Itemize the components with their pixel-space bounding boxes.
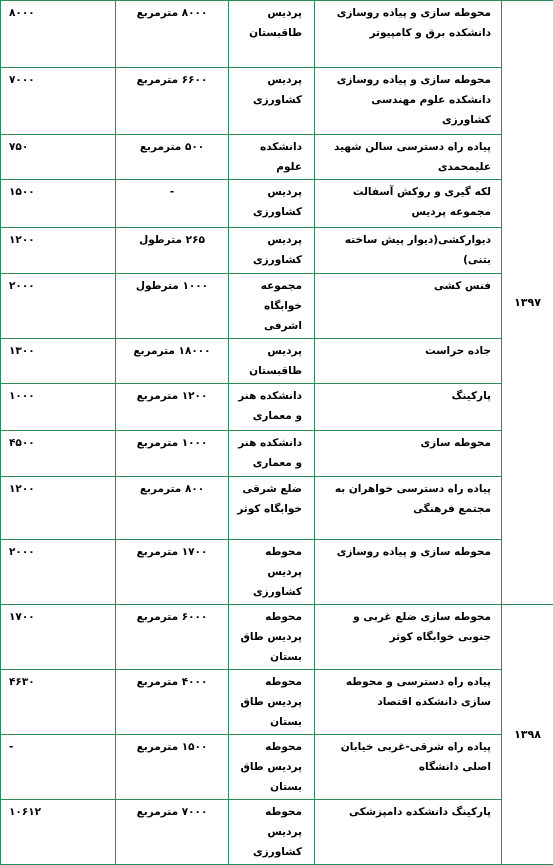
project-description: جاده حراست	[315, 339, 502, 384]
project-description: پارکینگ دانشکده دامپزشکی	[315, 800, 502, 865]
project-cost: ۱۰۶۱۲	[1, 800, 116, 865]
project-cost: ۷۵۰	[1, 135, 116, 180]
table-row	[1, 540, 553, 605]
project-cost: ۱۷۰۰	[1, 605, 116, 670]
project-cost: ۷۰۰۰	[1, 68, 116, 135]
project-cost: ۱۰۰۰	[1, 384, 116, 431]
project-description: محوطه سازی ضلع غربی و جنوبی خوابگاه کوثر	[315, 605, 502, 670]
project-cost: ۸۰۰۰	[1, 1, 116, 68]
table-row	[1, 735, 553, 800]
project-quantity: ۱۰۰۰ مترطول	[116, 274, 229, 339]
project-cost: ۱۵۰۰	[1, 180, 116, 228]
project-cost: ۱۳۰۰	[1, 339, 116, 384]
project-description: محوطه سازی و پیاده روسازی	[315, 540, 502, 605]
project-location: پردیس کشاورزی	[229, 68, 315, 135]
table-row	[1, 384, 553, 431]
project-location: محوطه پردیس کشاورزی	[229, 540, 315, 605]
project-location: دانشکده علوم	[229, 135, 315, 180]
project-quantity: ۶۶۰۰ مترمربع	[116, 68, 229, 135]
project-cost: -	[1, 735, 116, 800]
projects-table-body	[1, 1, 553, 865]
project-description: پیاده راه دسترسی سالن شهید علیمحمدی	[315, 135, 502, 180]
project-location: مجموعه خوابگاه اشرفی	[229, 274, 315, 339]
project-description: فنس کشی	[315, 274, 502, 339]
project-cost: ۴۶۳۰	[1, 670, 116, 735]
project-quantity: ۸۰۰ مترمربع	[116, 477, 229, 540]
project-location: پردیس طاقبستان	[229, 1, 315, 68]
project-description: محوطه سازی	[315, 431, 502, 477]
project-location: دانشکده هنر و معماری	[229, 431, 315, 477]
table-row	[1, 670, 553, 735]
project-location: محوطه پردیس کشاورزی	[229, 800, 315, 865]
project-quantity: ۶۰۰۰ مترمربع	[116, 605, 229, 670]
project-quantity: -	[116, 180, 229, 228]
project-quantity: ۷۰۰۰ مترمربع	[116, 800, 229, 865]
table-row	[1, 605, 553, 670]
project-cost: ۴۵۰۰	[1, 431, 116, 477]
project-location: دانشکده هنر و معماری	[229, 384, 315, 431]
table-row	[1, 68, 553, 135]
project-location: محوطه پردیس طاق بستان	[229, 735, 315, 800]
project-quantity: ۱۵۰۰ مترمربع	[116, 735, 229, 800]
project-quantity: ۱۸۰۰۰ مترمربع	[116, 339, 229, 384]
year-cell: ۱۳۹۷	[502, 1, 553, 605]
project-location: ضلع شرقی خوابگاه کوثر	[229, 477, 315, 540]
project-cost: ۱۲۰۰	[1, 228, 116, 274]
project-quantity: ۱۰۰۰ مترمربع	[116, 431, 229, 477]
project-description: لکه گیری و روکش آسفالت مجموعه پردیس	[315, 180, 502, 228]
project-cost: ۲۰۰۰	[1, 540, 116, 605]
table-row	[1, 477, 553, 540]
project-description: پیاده راه دسترسی و محوطه سازی دانشکده اقتصاد	[315, 670, 502, 735]
project-description: محوطه سازی و پیاده روسازی دانشکده برق و کامپیوتر	[315, 1, 502, 68]
project-quantity: ۴۰۰۰ مترمربع	[116, 670, 229, 735]
project-description: پارکینگ	[315, 384, 502, 431]
table-row	[1, 339, 553, 384]
project-description: پیاده راه شرقی-غربی خیابان اصلی دانشگاه	[315, 735, 502, 800]
project-description: دیوارکشی(دیوار پیش ساخته بتنی)	[315, 228, 502, 274]
project-location: محوطه پردیس طاق بستان	[229, 670, 315, 735]
project-location: پردیس کشاورزی	[229, 180, 315, 228]
year-cell: ۱۳۹۸	[502, 605, 553, 865]
project-cost: ۲۰۰۰	[1, 274, 116, 339]
project-quantity: ۱۲۰۰ مترمربع	[116, 384, 229, 431]
project-cost: ۱۲۰۰	[1, 477, 116, 540]
project-location: پردیس طاقبستان	[229, 339, 315, 384]
project-description: پیاده راه دسترسی خواهران به مجتمع فرهنگی	[315, 477, 502, 540]
table-row	[1, 135, 553, 180]
table-row	[1, 431, 553, 477]
project-quantity: ۸۰۰۰ مترمربع	[116, 1, 229, 68]
project-quantity: ۵۰۰ مترمربع	[116, 135, 229, 180]
project-location: پردیس کشاورزی	[229, 228, 315, 274]
project-quantity: ۱۷۰۰ مترمربع	[116, 540, 229, 605]
table-row	[1, 274, 553, 339]
table-row	[1, 1, 553, 68]
project-location: محوطه پردیس طاق بستان	[229, 605, 315, 670]
project-quantity: ۲۶۵ مترطول	[116, 228, 229, 274]
table-row	[1, 800, 553, 865]
table-row	[1, 180, 553, 228]
table-row	[1, 228, 553, 274]
project-description: محوطه سازی و پیاده روسازی دانشکده علوم مهندسی کشاورزی	[315, 68, 502, 135]
